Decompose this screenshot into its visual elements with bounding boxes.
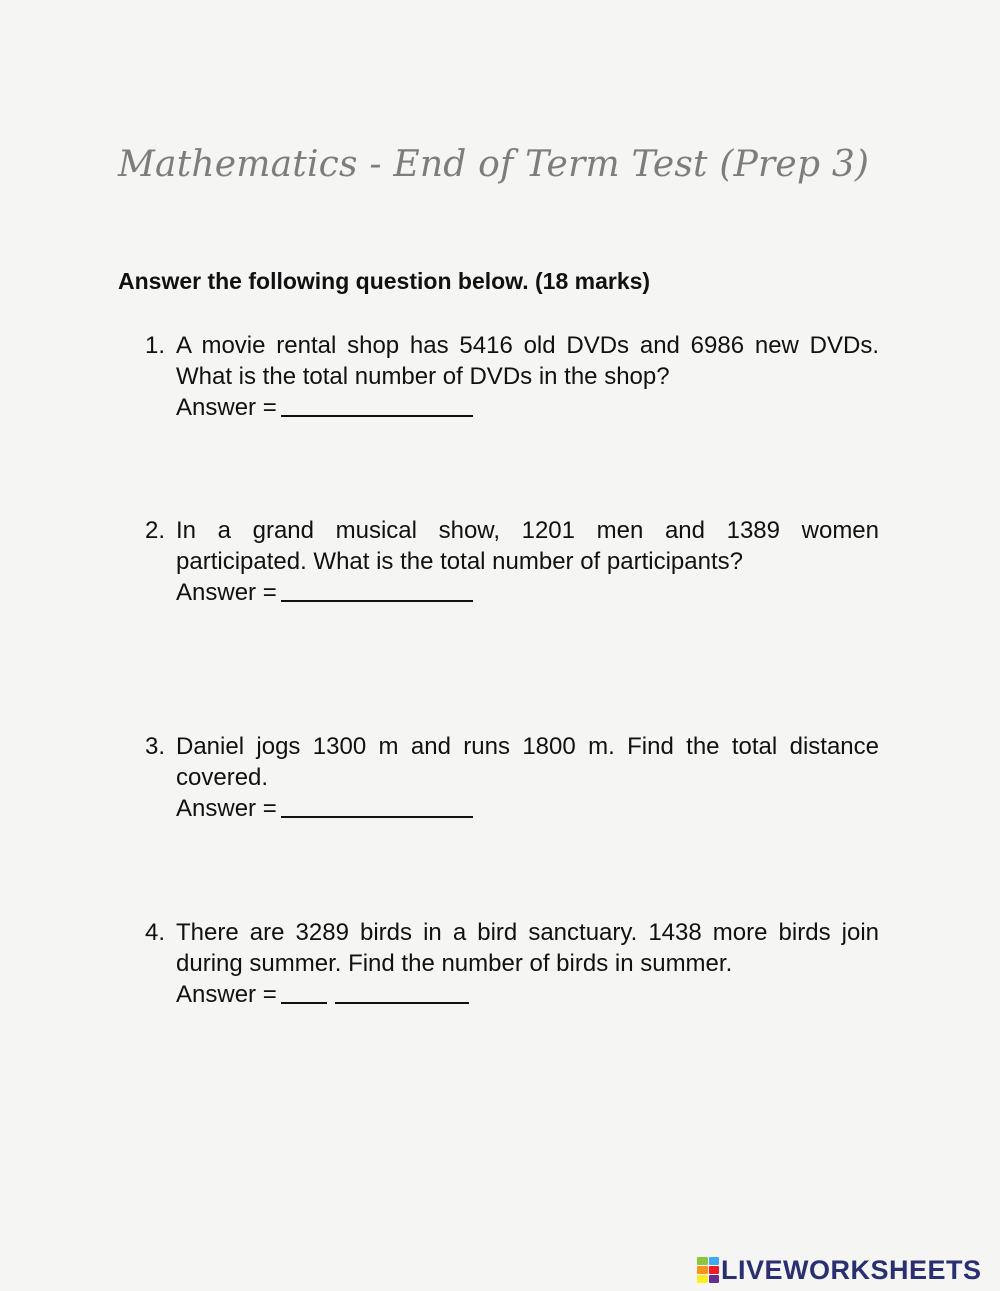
- answer-blank[interactable]: [281, 794, 473, 818]
- question-number: 2.: [145, 517, 166, 544]
- answer-label: Answer =: [176, 394, 277, 421]
- answer-row: [176, 979, 879, 1010]
- question-number: 1.: [145, 332, 166, 359]
- answer-blank[interactable]: [281, 393, 473, 417]
- question-number: 4.: [145, 919, 166, 946]
- answer-blank[interactable]: [335, 980, 469, 1004]
- logo-text: LIVEWORKSHEETS: [721, 1254, 982, 1285]
- liveworksheets-mark-icon: [697, 1257, 719, 1283]
- question-item: [145, 917, 879, 1010]
- answer-row: [176, 392, 879, 423]
- question-number: 3.: [145, 733, 166, 760]
- question-text: A movie rental shop has 5416 old DVDs and 6986 new DVDs. What is the total number of DVDs in the shop?: [176, 332, 879, 390]
- question-item: [145, 731, 879, 824]
- question-item: [145, 330, 879, 423]
- answer-label: Answer =: [176, 579, 277, 606]
- question-item: [145, 515, 879, 608]
- answer-blank[interactable]: [281, 578, 473, 602]
- question-text: There are 3289 birds in a bird sanctuary. 1438 more birds join during summer. Find the number of birds in summer.: [176, 919, 879, 977]
- page-title: Mathematics - End of Term Test (Prep 3): [118, 144, 870, 185]
- answer-blank[interactable]: [281, 980, 327, 1004]
- answer-label: Answer =: [176, 981, 277, 1008]
- answer-row: [176, 793, 879, 824]
- liveworksheets-logo: [697, 1256, 982, 1284]
- instructions-heading: Answer the following question below. (18 marks): [118, 268, 651, 294]
- answer-row: [176, 577, 879, 608]
- question-text: In a grand musical show, 1201 men and 1389 women participated. What is the total number of participants?: [176, 517, 879, 575]
- question-text: Daniel jogs 1300 m and runs 1800 m. Find the total distance covered.: [176, 733, 879, 791]
- answer-label: Answer =: [176, 795, 277, 822]
